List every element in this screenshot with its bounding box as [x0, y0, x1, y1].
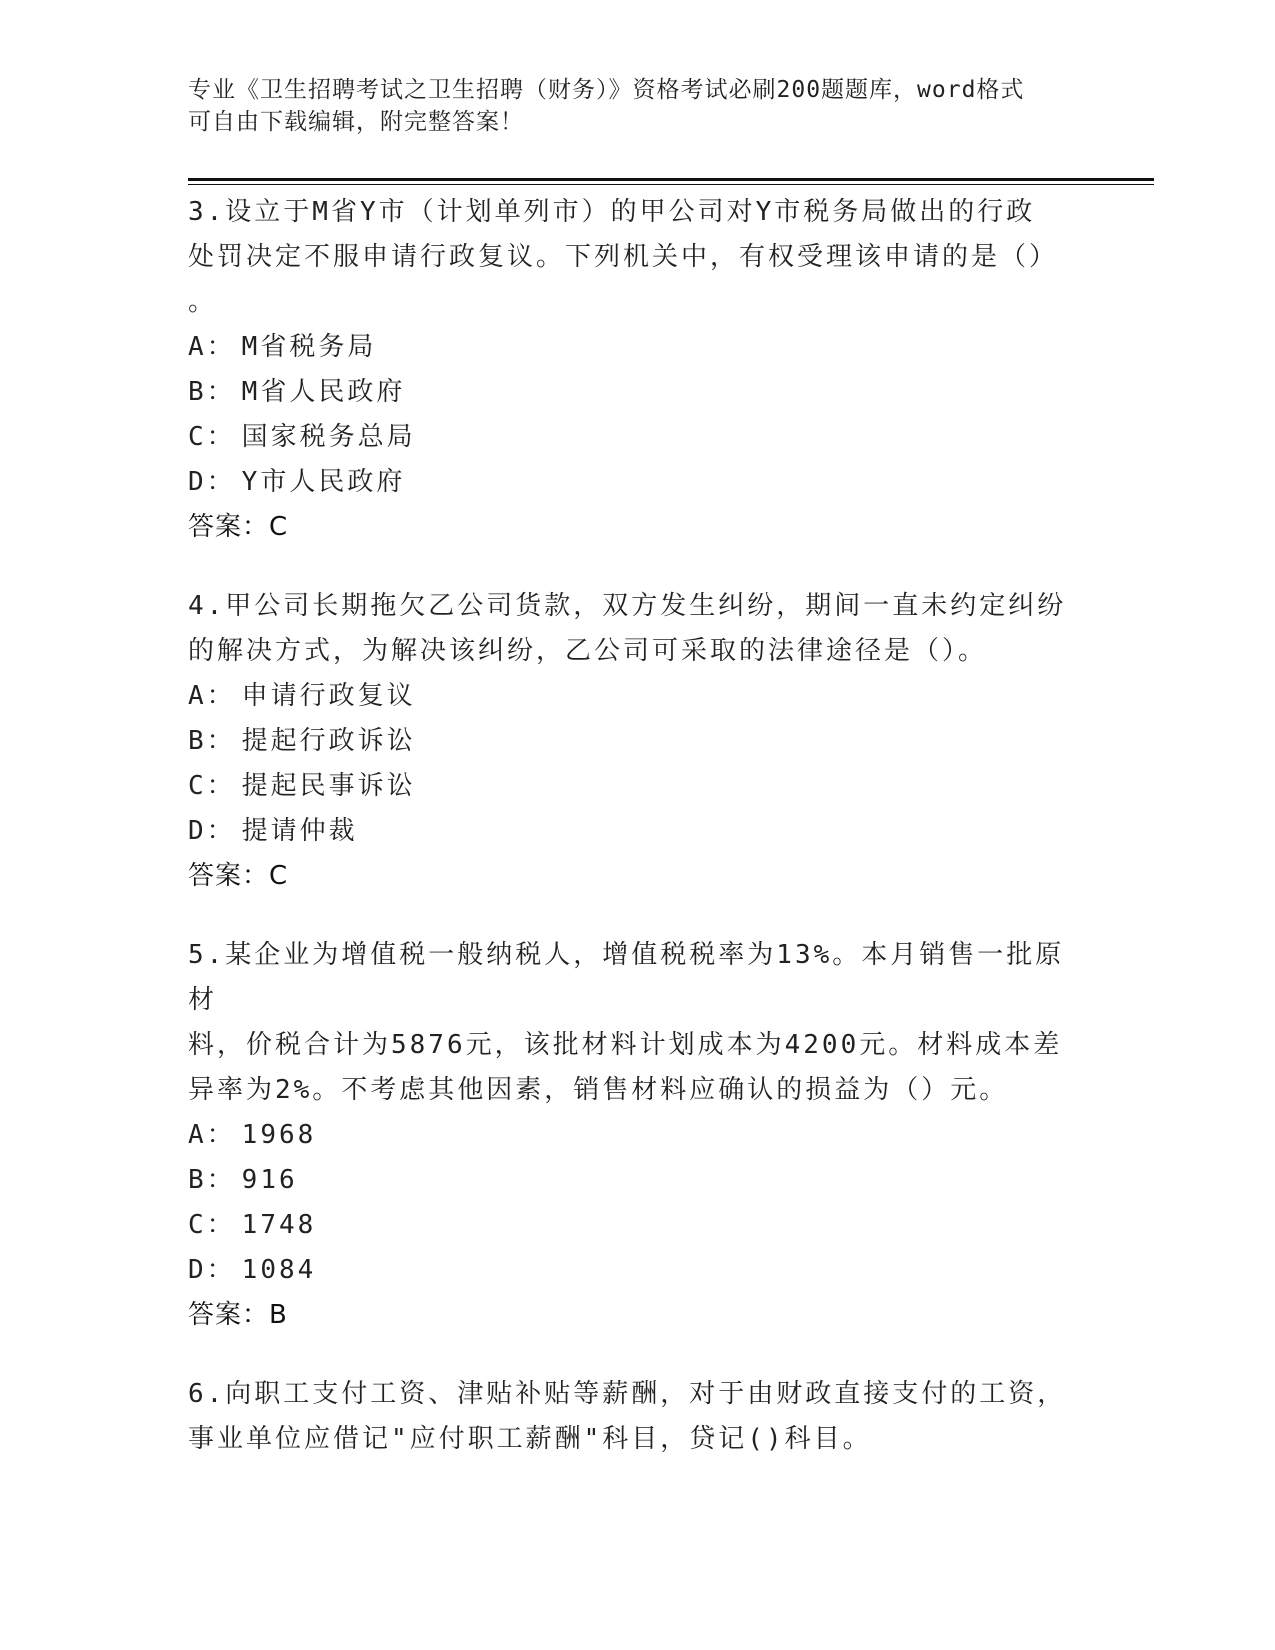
option-text: Y市人民政府: [241, 467, 406, 497]
option-separator: ：: [206, 1210, 236, 1240]
answer-option: [188, 719, 1088, 764]
question-block: [188, 584, 1088, 899]
option-key: B: [188, 377, 207, 407]
answer-option: [188, 1248, 1088, 1293]
question-stem-line: 6.向职工支付工资、津贴补贴等薪酬，对于由财政直接支付的工资，: [188, 1379, 1067, 1409]
option-text: 提起行政诉讼: [241, 726, 416, 756]
answer-line: 答案：C: [188, 512, 289, 542]
option-separator: ：: [206, 816, 236, 846]
header-divider-thin: [188, 184, 1154, 185]
option-text: 1968: [241, 1120, 317, 1150]
answer-option: [188, 325, 1088, 370]
option-key: A: [188, 1120, 207, 1150]
option-text: 1748: [241, 1210, 317, 1240]
option-text: 1084: [241, 1255, 317, 1285]
option-text: 提请仲裁: [241, 816, 358, 846]
question-stem-line: 4.甲公司长期拖欠乙公司货款，双方发生纠纷，期间一直未约定纠纷: [188, 591, 1067, 621]
question-stem-line: 的解决方式，为解决该纠纷，乙公司可采取的法律途径是（）。: [188, 636, 988, 666]
header-line-1: 专业《卫生招聘考试之卫生招聘（财务）》资格考试必刷200题题库，word格式: [188, 77, 1025, 103]
option-key: B: [188, 726, 207, 756]
option-text: 提起民事诉讼: [241, 771, 416, 801]
option-key: D: [188, 816, 207, 846]
option-key: B: [188, 1165, 207, 1195]
option-separator: ：: [206, 1165, 236, 1195]
option-key: D: [188, 1255, 207, 1285]
option-key: D: [188, 467, 207, 497]
option-key: C: [188, 771, 207, 801]
option-separator: ：: [206, 377, 236, 407]
option-separator: ：: [206, 771, 236, 801]
answer-line: 答案：C: [188, 861, 289, 891]
option-key: C: [188, 1210, 207, 1240]
option-text: M省人民政府: [241, 377, 406, 407]
question-block: [188, 933, 1088, 1338]
option-separator: ：: [206, 332, 236, 362]
question-stem-line: 料，价税合计为5876元，该批材料计划成本为4200元。材料成本差: [188, 1030, 1063, 1060]
answer-line: 答案：B: [188, 1300, 288, 1330]
option-separator: ：: [206, 726, 236, 756]
answer-option: [188, 1113, 1088, 1158]
header-divider-thick: [188, 178, 1154, 181]
answer-option: [188, 1203, 1088, 1248]
answer-option: [188, 674, 1088, 719]
option-text: M省税务局: [241, 332, 377, 362]
question-stem-line: 5.某企业为增值税一般纳税人，增值税税率为13%。本月销售一批原材: [188, 940, 1065, 1015]
question-stem-line: 事业单位应借记"应付职工薪酬"科目，贷记()科目。: [188, 1424, 872, 1454]
question-stem-line: 。: [188, 287, 218, 317]
question-block: [188, 190, 1088, 550]
question-list: [188, 190, 1088, 1496]
option-key: C: [188, 422, 207, 452]
option-text: 国家税务总局: [241, 422, 416, 452]
option-text: 申请行政复议: [241, 681, 416, 711]
answer-option: [188, 370, 1088, 415]
option-text: 916: [241, 1165, 298, 1195]
option-separator: ：: [206, 1255, 236, 1285]
question-stem-line: 处罚决定不服申请行政复议。下列机关中，有权受理该申请的是（）: [188, 242, 1059, 272]
option-separator: ：: [206, 681, 236, 711]
answer-option: [188, 809, 1088, 854]
question-stem-line: 3.设立于M省Y市（计划单列市）的甲公司对Y市税务局做出的行政: [188, 197, 1036, 227]
answer-option: [188, 1158, 1088, 1203]
answer-option: [188, 460, 1088, 505]
header-line-2: 可自由下载编辑，附完整答案！: [188, 109, 524, 135]
option-key: A: [188, 332, 207, 362]
option-separator: ：: [206, 467, 236, 497]
answer-option: [188, 764, 1088, 809]
question-block: [188, 1372, 1088, 1462]
option-separator: ：: [206, 1120, 236, 1150]
document-header: [188, 74, 1068, 138]
option-separator: ：: [206, 422, 236, 452]
option-key: A: [188, 681, 207, 711]
question-stem-line: 异率为2%。不考虑其他因素，销售材料应确认的损益为（）元。: [188, 1075, 1009, 1105]
answer-option: [188, 415, 1088, 460]
